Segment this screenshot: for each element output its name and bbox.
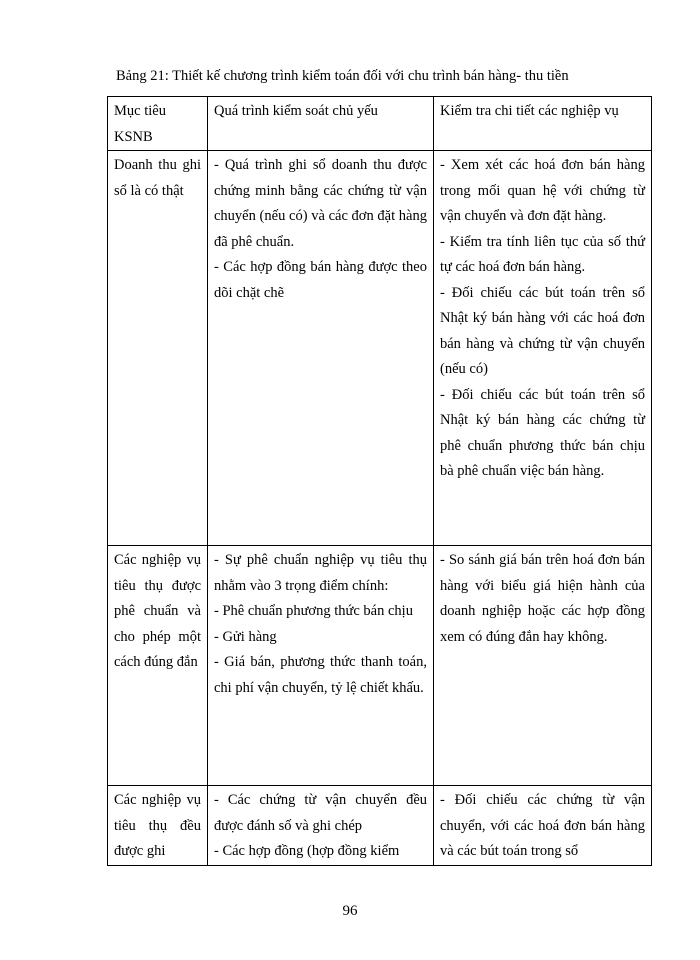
header-tests: Kiểm tra chi tiết các nghiệp vụ bbox=[434, 97, 652, 151]
test-item: - Xem xét các hoá đơn bán hàng trong mối quan hệ với chứng từ vận chuyển và đơn đặt hàng. bbox=[440, 157, 645, 224]
controls-cell bbox=[208, 546, 434, 786]
page-number: 96 bbox=[342, 903, 358, 919]
objective-cell: Các nghiệp vụ tiêu thụ đều được ghi bbox=[108, 786, 208, 866]
tests-cell bbox=[434, 151, 652, 546]
table-row bbox=[108, 151, 652, 546]
controls-cell bbox=[208, 151, 434, 546]
test-item: - Kiểm tra tính liên tục của số thứ tự các hoá đơn bán hàng. bbox=[440, 233, 645, 275]
control-item: - Sự phê chuẩn nghiệp vụ tiêu thụ nhằm vào 3 trọng điểm chính: bbox=[214, 552, 427, 594]
table-row bbox=[108, 786, 652, 866]
controls-cell bbox=[208, 786, 434, 866]
control-item: - Phê chuẩn phương thức bán chịu bbox=[214, 603, 413, 619]
control-item: - Các hợp đồng (hợp đồng kiểm bbox=[214, 843, 400, 859]
table-row bbox=[108, 546, 652, 786]
test-item: - So sánh giá bán trên hoá đơn bán hàng với biểu giá hiện hành của doanh nghiệp hoặc các hợp đồng xem có đúng đắn hay không. bbox=[440, 552, 645, 645]
tests-cell bbox=[434, 546, 652, 786]
tests-cell bbox=[434, 786, 652, 866]
control-item: - Các hợp đồng bán hàng được theo dõi chặt chẽ bbox=[214, 259, 427, 301]
table-caption: Bảng 21: Thiết kế chương trình kiểm toán đối với chu trình bán hàng- thu tiền bbox=[116, 68, 569, 84]
test-item: - Đối chiếu các bút toán trên sổ Nhật ký bán hàng với các hoá đơn bán hàng và chứng từ vận chuyển (nếu có) bbox=[440, 284, 645, 377]
control-item: - Các chứng từ vận chuyển đều được đánh số và ghi chép bbox=[214, 792, 427, 834]
test-item: - Đối chiếu các chứng từ vận chuyển, với các hoá đơn bán hàng và các bút toán trong sổ bbox=[440, 792, 645, 859]
header-objective: Mục tiêu KSNB bbox=[108, 97, 208, 151]
test-item: - Đối chiếu các bút toán trên sổ Nhật ký bán hàng các chứng từ phê chuẩn phương thức bán chịu bà phê chuẩn việc bán hàng. bbox=[440, 386, 645, 479]
control-item: - Gửi hàng bbox=[214, 628, 277, 645]
control-item: - Quá trình ghi sổ doanh thu được chứng minh bằng các chứng từ vận chuyển (nếu có) và các đơn đặt hàng đã phê chuẩn. bbox=[214, 157, 427, 250]
header-controls: Quá trình kiểm soát chủ yếu bbox=[208, 97, 434, 151]
control-item: - Giá bán, phương thức thanh toán, chi phí vận chuyển, tỷ lệ chiết khấu. bbox=[214, 654, 427, 696]
table-header-row bbox=[108, 97, 652, 151]
objective-cell: Các nghiệp vụ tiêu thụ được phê chuẩn và cho phép một cách đúng đắn bbox=[108, 546, 208, 786]
audit-program-table bbox=[107, 96, 652, 866]
objective-cell: Doanh thu ghi sổ là có thật bbox=[108, 151, 208, 546]
